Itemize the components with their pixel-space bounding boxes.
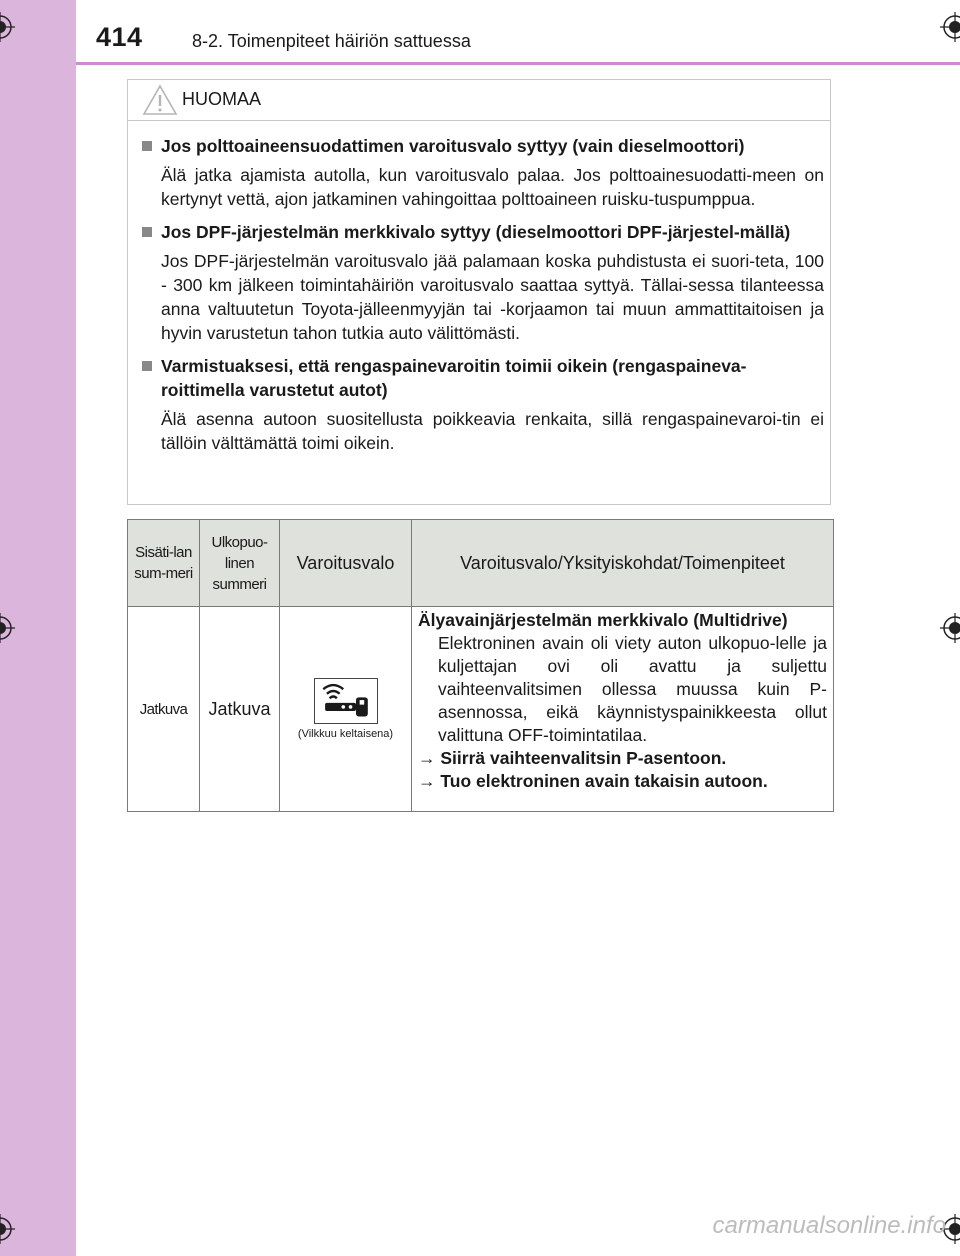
details-cell [412,607,834,812]
registration-mark-icon [940,613,960,643]
action-item: → Siirrä vaihteenvalitsin P-asentoon. [418,748,727,768]
caution-item-text: Jos DPF-järjestelmän varoitusvalo jää palamaan koska puhdistusta ei suori-teta, 100 - 300 km jälkeen toimintahäiriön varoitusvalo saattaa syttyä. Tällai-sessa tilanteessa anna valtuutetun Toyota-jälleenmyyjän tai -korjaamon tai muun ammattitaitoisen ja hyvin varustetun tahon tutkia auto välittömästi. [161,251,824,343]
caution-body [138,134,824,464]
header-divider [76,62,960,65]
smart-key-warning-icon [314,678,378,724]
caution-item-text: Älä jatka ajamista autolla, kun varoitusvalo palaa. Jos polttoainesuodatti-meen on kertynyt vettä, ajon jatkaminen vahingoittaa polttoaineen ruisku-tuspumppua. [161,165,824,209]
caution-item [138,134,824,211]
caution-item-text: Älä asenna autoon suositellusta poikkeavia renkaita, sillä rengaspainevaroi-tin ei tällöin välttämättä toimi oikein. [161,409,824,453]
page-number: 414 [96,22,143,52]
square-bullet-icon [142,227,152,237]
action-item: → Tuo elektroninen avain takaisin autoon. [418,771,768,791]
caution-item-heading: Varmistuaksesi, että rengaspainevaroitin toimii oikein (rengaspaineva-roittimella varustetut autot) [161,356,747,400]
registration-mark-icon [0,12,15,42]
table-header-row [128,520,834,607]
section-title: 8-2. Toimenpiteet häiriön sattuessa [192,31,471,51]
caution-box [127,79,831,505]
square-bullet-icon [142,141,152,151]
registration-mark-icon [0,1214,15,1244]
registration-mark-icon [0,613,15,643]
interior-buzzer-cell: Jatkuva [128,607,200,812]
watermark-url: carmanualsonline.info [712,1212,946,1239]
col-header-indicator: Varoitusvalo [280,520,412,607]
col-header-exterior-buzzer: Ulkopuo-linen summeri [200,520,280,607]
caution-item [138,354,824,455]
detail-body: Elektroninen avain oli viety auton ulkopuo-lelle ja kuljettajan ovi oli avattu ja suljettu vaihteenvalitsimen ollessa muussa kuin P-asennossa, eikä käynnistyspainikkeesta ollut valittuna OFF-toimintatilaa. [438,633,827,745]
indicator-cell [280,607,412,812]
col-header-details: Varoitusvalo/Yksityiskohdat/Toimenpiteet [412,520,834,607]
warning-table [127,519,833,812]
caution-item [138,220,824,345]
table-row [128,607,834,812]
indicator-caption: (Vilkkuu keltaisena) [297,728,394,740]
caution-item-heading: Jos DPF-järjestelmän merkkivalo syttyy (dieselmoottori DPF-järjestel-mällä) [161,222,791,242]
caution-item-heading: Jos polttoaineensuodattimen varoitusvalo syttyy (vain dieselmoottori) [161,136,745,156]
warning-triangle-icon [142,84,178,116]
col-header-interior-buzzer: Sisäti-lan sum-meri [128,520,200,607]
square-bullet-icon [142,361,152,371]
exterior-buzzer-cell: Jatkuva [200,607,280,812]
caution-header [128,80,830,121]
caution-title: HUOMAA [182,89,262,109]
detail-title: Älyavainjärjestelmän merkkivalo (Multidrive) [418,610,788,630]
registration-mark-icon [940,12,960,42]
